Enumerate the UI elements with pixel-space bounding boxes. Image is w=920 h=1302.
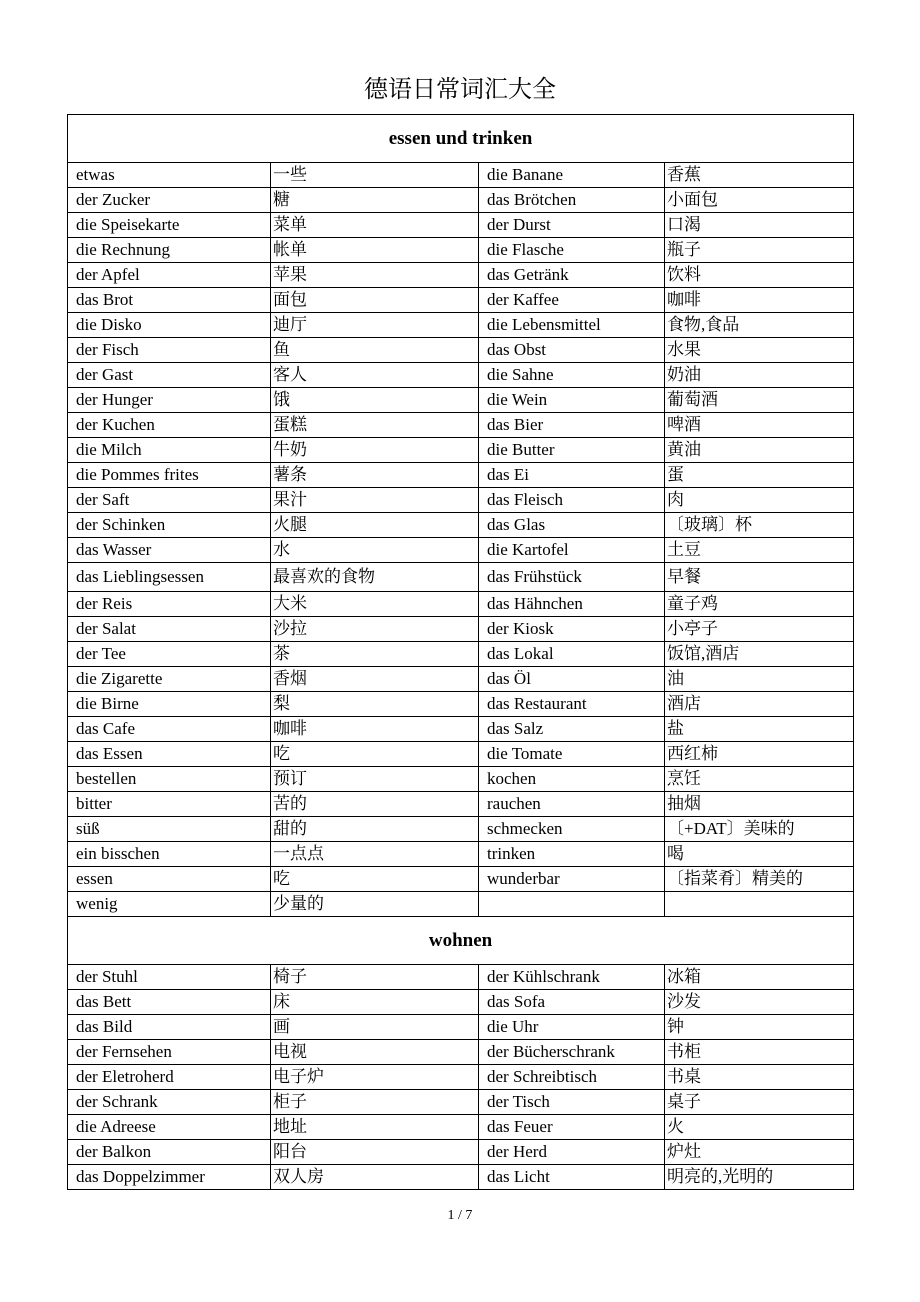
german-word: ein bisschen bbox=[68, 842, 271, 867]
chinese-meaning: 画 bbox=[271, 1015, 479, 1040]
chinese-meaning: 咖啡 bbox=[665, 288, 854, 313]
table-row bbox=[68, 792, 854, 817]
chinese-meaning: 酒店 bbox=[665, 692, 854, 717]
chinese-meaning: 电视 bbox=[271, 1040, 479, 1065]
chinese-meaning: 〔指菜肴〕精美的 bbox=[665, 867, 854, 892]
table-row bbox=[68, 892, 854, 917]
chinese-meaning: 梨 bbox=[271, 692, 479, 717]
chinese-meaning: 明亮的,光明的 bbox=[665, 1165, 854, 1190]
german-word: der Gast bbox=[68, 363, 271, 388]
german-word: essen bbox=[68, 867, 271, 892]
table-row bbox=[68, 692, 854, 717]
chinese-meaning: 薯条 bbox=[271, 463, 479, 488]
chinese-meaning: 烹饪 bbox=[665, 767, 854, 792]
german-word: der Saft bbox=[68, 488, 271, 513]
german-word: süß bbox=[68, 817, 271, 842]
chinese-meaning: 冰箱 bbox=[665, 965, 854, 990]
german-word: das Hähnchen bbox=[479, 592, 665, 617]
german-word: der Fisch bbox=[68, 338, 271, 363]
chinese-meaning: 炉灶 bbox=[665, 1140, 854, 1165]
chinese-meaning: 饮料 bbox=[665, 263, 854, 288]
table-row bbox=[68, 1140, 854, 1165]
chinese-meaning bbox=[665, 892, 854, 917]
german-word: das Sofa bbox=[479, 990, 665, 1015]
german-word: die Butter bbox=[479, 438, 665, 463]
chinese-meaning: 书桌 bbox=[665, 1065, 854, 1090]
chinese-meaning: 香烟 bbox=[271, 667, 479, 692]
chinese-meaning: 葡萄酒 bbox=[665, 388, 854, 413]
chinese-meaning: 吃 bbox=[271, 867, 479, 892]
german-word: der Schinken bbox=[68, 513, 271, 538]
german-word: das Essen bbox=[68, 742, 271, 767]
german-word: wenig bbox=[68, 892, 271, 917]
german-word: der Herd bbox=[479, 1140, 665, 1165]
chinese-meaning: 肉 bbox=[665, 488, 854, 513]
german-word: das Bett bbox=[68, 990, 271, 1015]
chinese-meaning: 水 bbox=[271, 538, 479, 563]
table-row bbox=[68, 1165, 854, 1190]
table-row bbox=[68, 288, 854, 313]
chinese-meaning: 黄油 bbox=[665, 438, 854, 463]
section-heading: wohnen bbox=[68, 917, 854, 965]
german-word: das Restaurant bbox=[479, 692, 665, 717]
chinese-meaning: 鱼 bbox=[271, 338, 479, 363]
chinese-meaning: 咖啡 bbox=[271, 717, 479, 742]
german-word: das Lokal bbox=[479, 642, 665, 667]
german-word: das Getränk bbox=[479, 263, 665, 288]
german-word: das Glas bbox=[479, 513, 665, 538]
chinese-meaning: 客人 bbox=[271, 363, 479, 388]
german-word: die Uhr bbox=[479, 1015, 665, 1040]
table-row bbox=[68, 313, 854, 338]
table-row bbox=[68, 563, 854, 592]
chinese-meaning: 土豆 bbox=[665, 538, 854, 563]
table-row bbox=[68, 592, 854, 617]
chinese-meaning: 口渴 bbox=[665, 213, 854, 238]
german-word: das Doppelzimmer bbox=[68, 1165, 271, 1190]
table-row bbox=[68, 438, 854, 463]
chinese-meaning: 盐 bbox=[665, 717, 854, 742]
table-row bbox=[68, 767, 854, 792]
german-word: das Feuer bbox=[479, 1115, 665, 1140]
german-word: der Kuchen bbox=[68, 413, 271, 438]
german-word: die Pommes frites bbox=[68, 463, 271, 488]
german-word: der Tisch bbox=[479, 1090, 665, 1115]
table-row bbox=[68, 667, 854, 692]
table-row bbox=[68, 513, 854, 538]
chinese-meaning: 啤酒 bbox=[665, 413, 854, 438]
chinese-meaning: 书柜 bbox=[665, 1040, 854, 1065]
chinese-meaning: 沙发 bbox=[665, 990, 854, 1015]
chinese-meaning: 火腿 bbox=[271, 513, 479, 538]
chinese-meaning: 〔+DAT〕美味的 bbox=[665, 817, 854, 842]
chinese-meaning: 水果 bbox=[665, 338, 854, 363]
chinese-meaning: 香蕉 bbox=[665, 163, 854, 188]
german-word: der Tee bbox=[68, 642, 271, 667]
chinese-meaning: 奶油 bbox=[665, 363, 854, 388]
german-word: das Ei bbox=[479, 463, 665, 488]
german-word: der Bücherschrank bbox=[479, 1040, 665, 1065]
chinese-meaning: 迪厅 bbox=[271, 313, 479, 338]
german-word: rauchen bbox=[479, 792, 665, 817]
chinese-meaning: 最喜欢的食物 bbox=[271, 563, 479, 592]
chinese-meaning: 茶 bbox=[271, 642, 479, 667]
german-word: die Lebensmittel bbox=[479, 313, 665, 338]
chinese-meaning: 帐单 bbox=[271, 238, 479, 263]
german-word: das Lieblingsessen bbox=[68, 563, 271, 592]
german-word: die Zigarette bbox=[68, 667, 271, 692]
chinese-meaning: 钟 bbox=[665, 1015, 854, 1040]
chinese-meaning: 沙拉 bbox=[271, 617, 479, 642]
table-row bbox=[68, 742, 854, 767]
table-row bbox=[68, 363, 854, 388]
chinese-meaning: 西红柿 bbox=[665, 742, 854, 767]
chinese-meaning: 食物,食品 bbox=[665, 313, 854, 338]
chinese-meaning: 小面包 bbox=[665, 188, 854, 213]
german-word: das Licht bbox=[479, 1165, 665, 1190]
german-word: der Apfel bbox=[68, 263, 271, 288]
german-word: der Eletroherd bbox=[68, 1065, 271, 1090]
chinese-meaning: 果汁 bbox=[271, 488, 479, 513]
chinese-meaning: 早餐 bbox=[665, 563, 854, 592]
chinese-meaning: 菜单 bbox=[271, 213, 479, 238]
section-heading-row bbox=[68, 917, 854, 965]
chinese-meaning: 苦的 bbox=[271, 792, 479, 817]
section-heading-row bbox=[68, 115, 854, 163]
german-word: das Brot bbox=[68, 288, 271, 313]
german-word: der Fernsehen bbox=[68, 1040, 271, 1065]
german-word: das Bild bbox=[68, 1015, 271, 1040]
chinese-meaning: 苹果 bbox=[271, 263, 479, 288]
table-row bbox=[68, 188, 854, 213]
chinese-meaning: 吃 bbox=[271, 742, 479, 767]
german-word: kochen bbox=[479, 767, 665, 792]
german-word: das Wasser bbox=[68, 538, 271, 563]
table-row bbox=[68, 1040, 854, 1065]
chinese-meaning: 饿 bbox=[271, 388, 479, 413]
chinese-meaning: 抽烟 bbox=[665, 792, 854, 817]
chinese-meaning: 糖 bbox=[271, 188, 479, 213]
chinese-meaning: 电子炉 bbox=[271, 1065, 479, 1090]
german-word: die Birne bbox=[68, 692, 271, 717]
table-row bbox=[68, 1090, 854, 1115]
chinese-meaning: 牛奶 bbox=[271, 438, 479, 463]
table-row bbox=[68, 263, 854, 288]
chinese-meaning: 阳台 bbox=[271, 1140, 479, 1165]
german-word: die Flasche bbox=[479, 238, 665, 263]
table-row bbox=[68, 463, 854, 488]
german-word: das Brötchen bbox=[479, 188, 665, 213]
chinese-meaning: 蛋 bbox=[665, 463, 854, 488]
chinese-meaning: 一点点 bbox=[271, 842, 479, 867]
chinese-meaning: 喝 bbox=[665, 842, 854, 867]
german-word: die Banane bbox=[479, 163, 665, 188]
chinese-meaning: 童子鸡 bbox=[665, 592, 854, 617]
german-word: das Salz bbox=[479, 717, 665, 742]
german-word: die Tomate bbox=[479, 742, 665, 767]
chinese-meaning: 预订 bbox=[271, 767, 479, 792]
chinese-meaning: 油 bbox=[665, 667, 854, 692]
german-word: der Hunger bbox=[68, 388, 271, 413]
german-word: der Kaffee bbox=[479, 288, 665, 313]
chinese-meaning: 小亭子 bbox=[665, 617, 854, 642]
page-number: 1 / 7 bbox=[447, 1208, 473, 1223]
german-word: der Reis bbox=[68, 592, 271, 617]
chinese-meaning: 柜子 bbox=[271, 1090, 479, 1115]
german-word: der Salat bbox=[68, 617, 271, 642]
table-row bbox=[68, 413, 854, 438]
german-word: der Balkon bbox=[68, 1140, 271, 1165]
german-word: die Disko bbox=[68, 313, 271, 338]
table-row bbox=[68, 163, 854, 188]
german-word: die Speisekarte bbox=[68, 213, 271, 238]
german-word: etwas bbox=[68, 163, 271, 188]
german-word: trinken bbox=[479, 842, 665, 867]
table-row bbox=[68, 817, 854, 842]
german-word: die Rechnung bbox=[68, 238, 271, 263]
chinese-meaning: 瓶子 bbox=[665, 238, 854, 263]
table-row bbox=[68, 617, 854, 642]
german-word: das Cafe bbox=[68, 717, 271, 742]
chinese-meaning: 一些 bbox=[271, 163, 479, 188]
chinese-meaning: 桌子 bbox=[665, 1090, 854, 1115]
chinese-meaning: 地址 bbox=[271, 1115, 479, 1140]
german-word: bitter bbox=[68, 792, 271, 817]
vocabulary-table bbox=[67, 114, 854, 1190]
chinese-meaning: 面包 bbox=[271, 288, 479, 313]
german-word: der Schreibtisch bbox=[479, 1065, 665, 1090]
german-word: schmecken bbox=[479, 817, 665, 842]
table-row bbox=[68, 213, 854, 238]
section-heading: essen und trinken bbox=[68, 115, 854, 163]
german-word: die Kartofel bbox=[479, 538, 665, 563]
table-row bbox=[68, 717, 854, 742]
german-word: der Stuhl bbox=[68, 965, 271, 990]
chinese-meaning: 饭馆,酒店 bbox=[665, 642, 854, 667]
chinese-meaning: 〔玻璃〕杯 bbox=[665, 513, 854, 538]
german-word: die Adreese bbox=[68, 1115, 271, 1140]
table-row bbox=[68, 842, 854, 867]
chinese-meaning: 火 bbox=[665, 1115, 854, 1140]
table-row bbox=[68, 1115, 854, 1140]
table-row bbox=[68, 867, 854, 892]
german-word: wunderbar bbox=[479, 867, 665, 892]
table-row bbox=[68, 1065, 854, 1090]
german-word: der Schrank bbox=[68, 1090, 271, 1115]
german-word: die Milch bbox=[68, 438, 271, 463]
table-row bbox=[68, 965, 854, 990]
table-row bbox=[68, 642, 854, 667]
german-word bbox=[479, 892, 665, 917]
table-row bbox=[68, 488, 854, 513]
chinese-meaning: 蛋糕 bbox=[271, 413, 479, 438]
chinese-meaning: 双人房 bbox=[271, 1165, 479, 1190]
chinese-meaning: 床 bbox=[271, 990, 479, 1015]
german-word: das Fleisch bbox=[479, 488, 665, 513]
german-word: der Kiosk bbox=[479, 617, 665, 642]
table-row bbox=[68, 1015, 854, 1040]
german-word: der Zucker bbox=[68, 188, 271, 213]
table-row bbox=[68, 990, 854, 1015]
german-word: das Frühstück bbox=[479, 563, 665, 592]
table-row bbox=[68, 388, 854, 413]
chinese-meaning: 椅子 bbox=[271, 965, 479, 990]
german-word: der Durst bbox=[479, 213, 665, 238]
german-word: das Bier bbox=[479, 413, 665, 438]
chinese-meaning: 甜的 bbox=[271, 817, 479, 842]
chinese-meaning: 大米 bbox=[271, 592, 479, 617]
german-word: der Kühlschrank bbox=[479, 965, 665, 990]
german-word: das Obst bbox=[479, 338, 665, 363]
table-row bbox=[68, 338, 854, 363]
chinese-meaning: 少量的 bbox=[271, 892, 479, 917]
german-word: die Wein bbox=[479, 388, 665, 413]
table-row bbox=[68, 538, 854, 563]
german-word: bestellen bbox=[68, 767, 271, 792]
german-word: das Öl bbox=[479, 667, 665, 692]
page-title: 德语日常词汇大全 bbox=[364, 77, 556, 103]
german-word: die Sahne bbox=[479, 363, 665, 388]
table-row bbox=[68, 238, 854, 263]
